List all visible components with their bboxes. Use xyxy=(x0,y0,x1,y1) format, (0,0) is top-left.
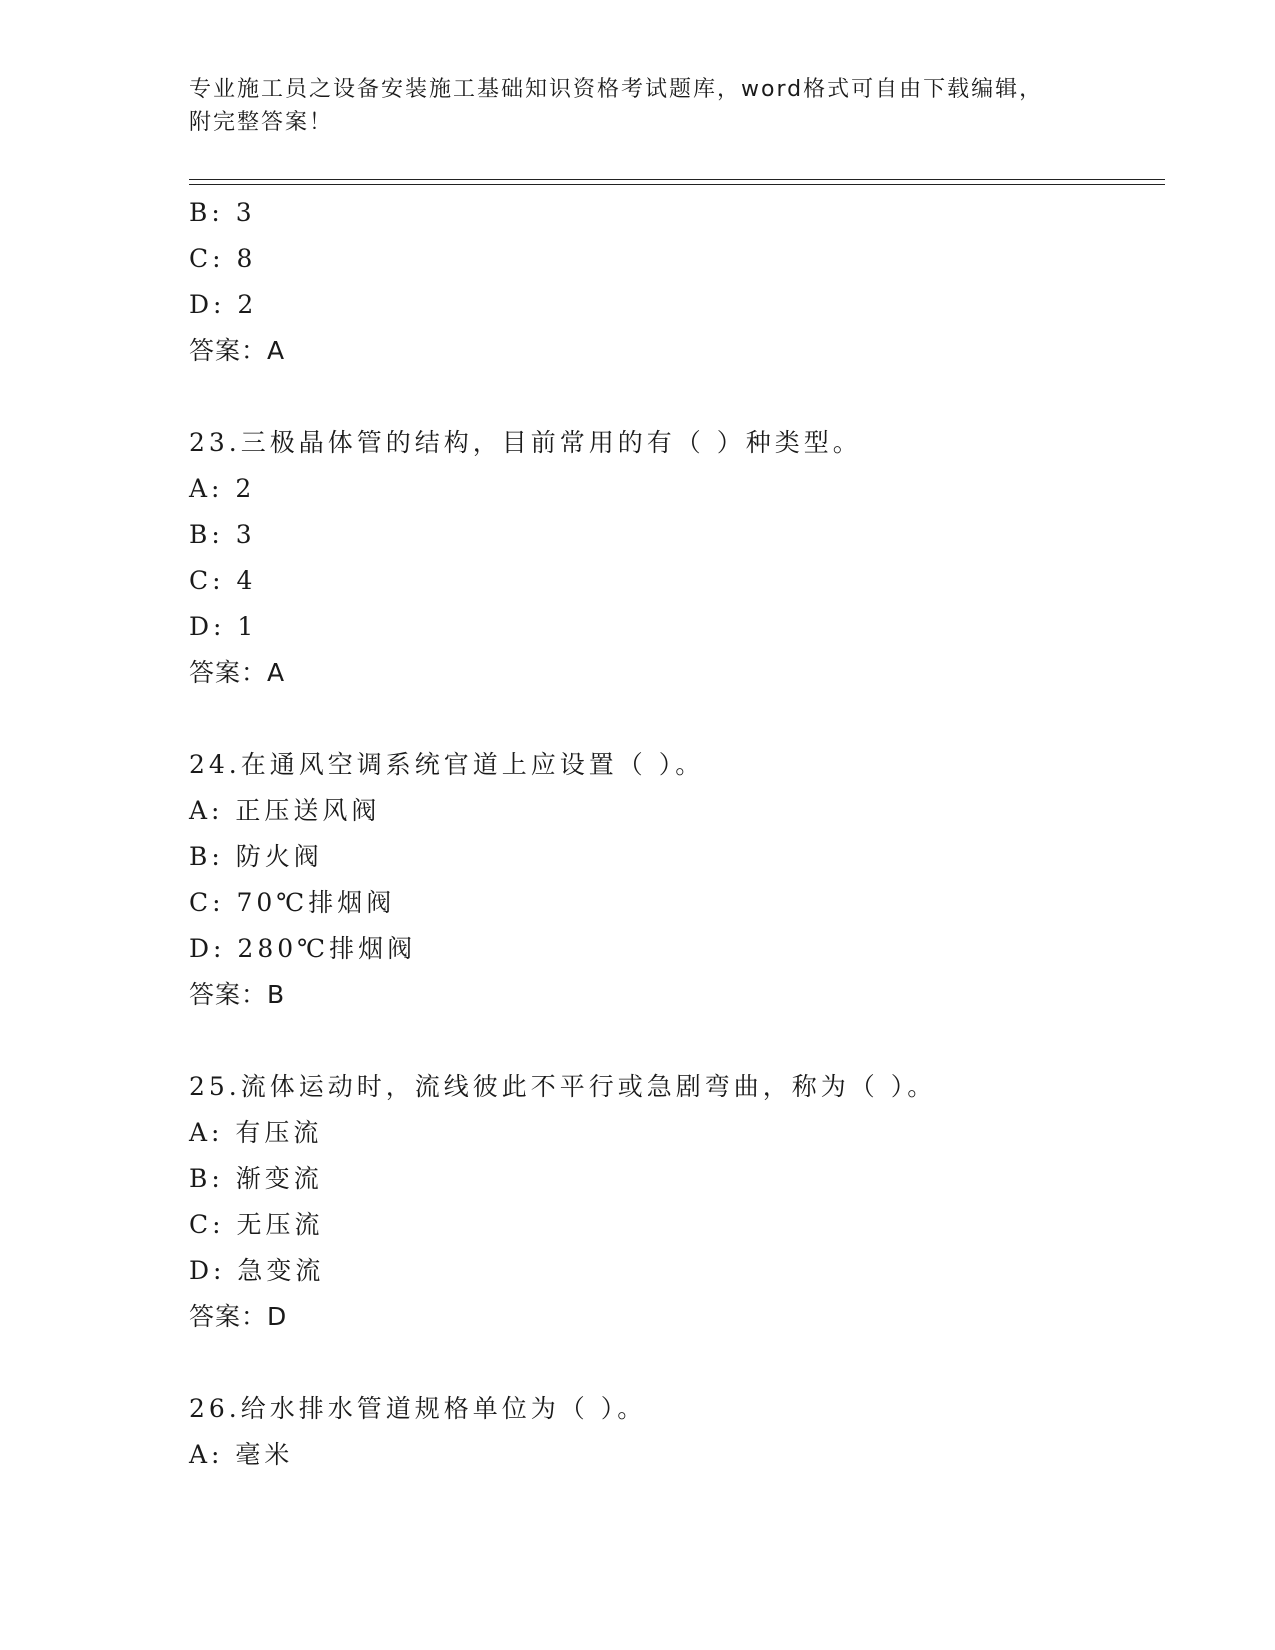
answer-line: 答案：A xyxy=(189,658,286,687)
question-25 xyxy=(189,1064,1165,1340)
answer-line: 答案：A xyxy=(189,336,286,365)
header-line-1: 专业施工员之设备安装施工基础知识资格考试题库，word格式可自由下载编辑， xyxy=(189,77,1044,102)
option-b: B: 3 xyxy=(189,520,256,549)
option-d: D: 2 xyxy=(189,290,258,319)
option-a: A: 2 xyxy=(189,474,256,503)
option-b: B: 3 xyxy=(189,198,256,227)
question-stem: 23.三极晶体管的结构，目前常用的有（ ）种类型。 xyxy=(189,428,862,457)
option-c: C: 4 xyxy=(189,566,257,595)
option-c: C: 无压流 xyxy=(189,1210,324,1239)
question-stem: 26.给水排水管道规格单位为（ ）。 xyxy=(189,1394,647,1423)
header-line-2: 附完整答案！ xyxy=(189,110,334,135)
option-a: A: 有压流 xyxy=(189,1118,323,1147)
option-b: B: 渐变流 xyxy=(189,1164,323,1193)
header-divider-top xyxy=(189,179,1165,180)
document-body xyxy=(189,190,1165,1478)
question-stem: 25.流体运动时，流线彼此不平行或急剧弯曲，称为（ ）。 xyxy=(189,1072,937,1101)
option-d: D: 急变流 xyxy=(189,1256,325,1285)
option-a: A: 毫米 xyxy=(189,1440,294,1469)
option-c: C: 70℃排烟阀 xyxy=(189,888,396,917)
spacer xyxy=(189,1340,1165,1386)
spacer xyxy=(189,696,1165,742)
answer-line: 答案：D xyxy=(189,1302,288,1331)
option-a: A: 正压送风阀 xyxy=(189,796,381,825)
document-header xyxy=(189,73,1089,139)
question-24 xyxy=(189,742,1165,1018)
question-22-continued xyxy=(189,190,1165,374)
question-23 xyxy=(189,420,1165,696)
answer-line: 答案：B xyxy=(189,980,286,1009)
option-c: C: 8 xyxy=(189,244,257,273)
option-d: D: 280℃排烟阀 xyxy=(189,934,417,963)
option-b: B: 防火阀 xyxy=(189,842,323,871)
question-26 xyxy=(189,1386,1165,1478)
option-d: D: 1 xyxy=(189,612,258,641)
spacer xyxy=(189,374,1165,420)
spacer xyxy=(189,1018,1165,1064)
question-stem: 24.在通风空调系统官道上应设置（ ）。 xyxy=(189,750,705,779)
header-divider-bottom xyxy=(189,184,1165,185)
